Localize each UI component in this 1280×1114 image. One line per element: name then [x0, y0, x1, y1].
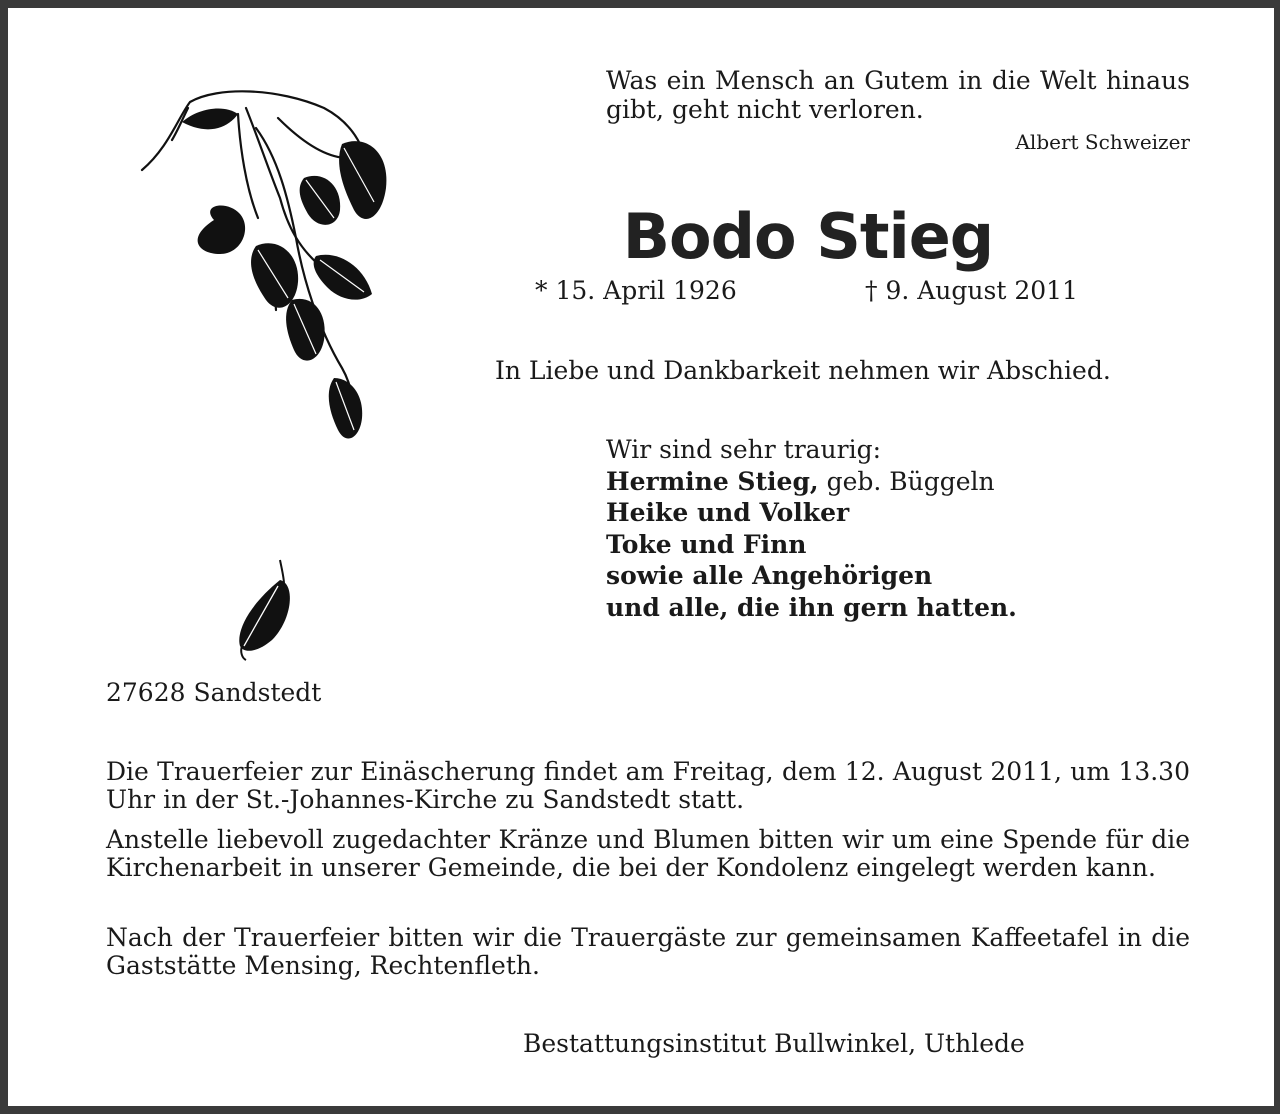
mourner-line: sowie alle Angehörigen [606, 561, 933, 590]
undertaker: Bestattungsinstitut Bullwinkel, Uthlede [523, 1029, 1025, 1058]
funeral-info-paragraph: Die Trauerfeier zur Einäscherung findet am Freitag, dem 12. August 2011, um 13.30 Uhr in der St.-Johannes-Kirche zu Sandstedt statt. [106, 757, 1190, 814]
quote-author: Albert Schweizer [1015, 130, 1190, 154]
location: 27628 Sandstedt [106, 678, 322, 707]
mourners-intro: Wir sind sehr traurig: [606, 435, 882, 464]
reception-paragraph: Nach der Trauerfeier bitten wir die Trauergäste zur gemeinsamen Kaffeetafel in die Gaststätte Mensing, Rechtenfleth. [106, 923, 1190, 980]
mourner-name: Hermine Stieg, [606, 466, 819, 496]
falling-leaf-icon [226, 556, 306, 666]
mourner-line [606, 466, 1017, 498]
mourners-block [606, 434, 1017, 623]
quote-text: Was ein Mensch an Gutem in die Welt hinaus gibt, geht nicht verloren. [606, 66, 1190, 124]
death-date: † 9. August 2011 [865, 276, 1078, 305]
birth-date: * 15. April 1926 [535, 276, 737, 305]
birch-branch-icon [128, 78, 398, 458]
mourner-line: und alle, die ihn gern hatten. [606, 592, 1017, 622]
mourner-line: Toke und Finn [606, 529, 807, 559]
mourner-maiden-name: geb. Büggeln [818, 466, 995, 496]
mourner-line: Heike und Volker [606, 498, 850, 527]
deceased-name: Bodo Stieg [622, 200, 994, 273]
donation-paragraph: Anstelle liebevoll zugedachter Kränze und Blumen bitten wir um eine Spende für die Kirchenarbeit in unserer Gemeinde, die bei der Kondolenz eingelegt werden kann. [106, 825, 1190, 882]
farewell-line: In Liebe und Dankbarkeit nehmen wir Abschied. [495, 356, 1111, 385]
